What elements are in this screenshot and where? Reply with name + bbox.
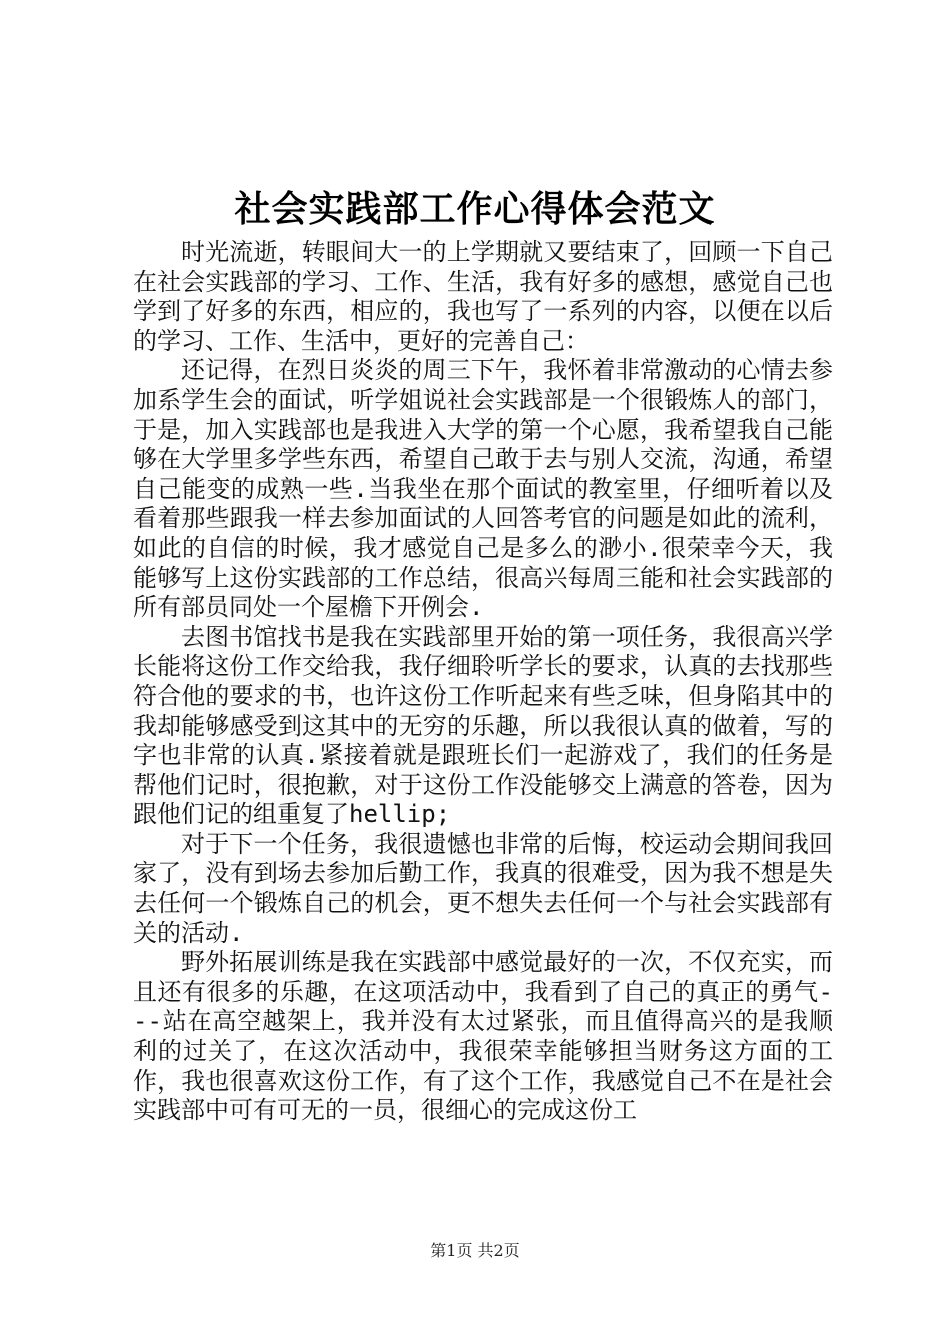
paragraph-1: 时光流逝，转眼间大一的上学期就又要结束了，回顾一下自己在社会实践部的学习、工作、生活，我有好多的感想，感觉自己也学到了好多的东西，相应的，我也写了一系列的内容，以便在以后的学习、工作、生活中，更好的完善自己： (133, 238, 833, 355)
page-number-footer: 第1页 共2页 (430, 1241, 520, 1260)
paragraph-2: 还记得，在烈日炎炎的周三下午，我怀着非常激动的心情去参加系学生会的面试，听学姐说社会实践部是一个很锻炼人的部门，于是，加入实践部也是我进入大学的第一个心愿，我希望我自己能够在大学里多学些东西，希望自己敢于去与别人交流，沟通，希望自己能变的成熟一些.当我坐在那个面试的教室里，仔细听着以及看着那些跟我一样去参加面试的人回答考官的问题是如此的流利，如此的自信的时候，我才感觉自己是多么的渺小.很荣幸今天，我能够写上这份实践部的工作总结，很高兴每周三能和社会实践部的所有部员同处一个屋檐下开例会. (133, 356, 833, 622)
document-title: 社会实践部工作心得体会范文 (234, 188, 716, 230)
paragraph-5: 野外拓展训练是我在实践部中感觉最好的一次，不仅充实，而且还有很多的乐趣，在这项活动中，我看到了自己的真正的勇气---站在高空越架上，我并没有太过紧张，而且值得高兴的是我顺利的过关了，在这次活动中，我很荣幸能够担当财务这方面的工作，我也很喜欢这份工作，有了这个工作，我感觉自己不在是社会实践部中可有可无的一员，很细心的完成这份工 (133, 948, 833, 1125)
paragraph-4: 对于下一个任务，我很遗憾也非常的后悔，校运动会期间我回家了，没有到场去参加后勤工作，我真的很难受，因为我不想是失去任何一个锻炼自己的机会，更不想失去任何一个与社会实践部有关的活动. (133, 829, 833, 947)
document-body (133, 238, 833, 1126)
paragraph-3: 去图书馆找书是我在实践部里开始的第一项任务，我很高兴学长能将这份工作交给我，我仔细聆听学长的要求，认真的去找那些符合他的要求的书，也许这份工作听起来有些乏味，但身陷其中的我却能够感受到这其中的无穷的乐趣，所以我很认真的做着，写的字也非常的认真.紧接着就是跟班长们一起游戏了，我们的任务是帮他们记时，很抱歉，对于这份工作没能够交上满意的答卷，因为跟他们记的组重复了hellip; (133, 622, 833, 829)
